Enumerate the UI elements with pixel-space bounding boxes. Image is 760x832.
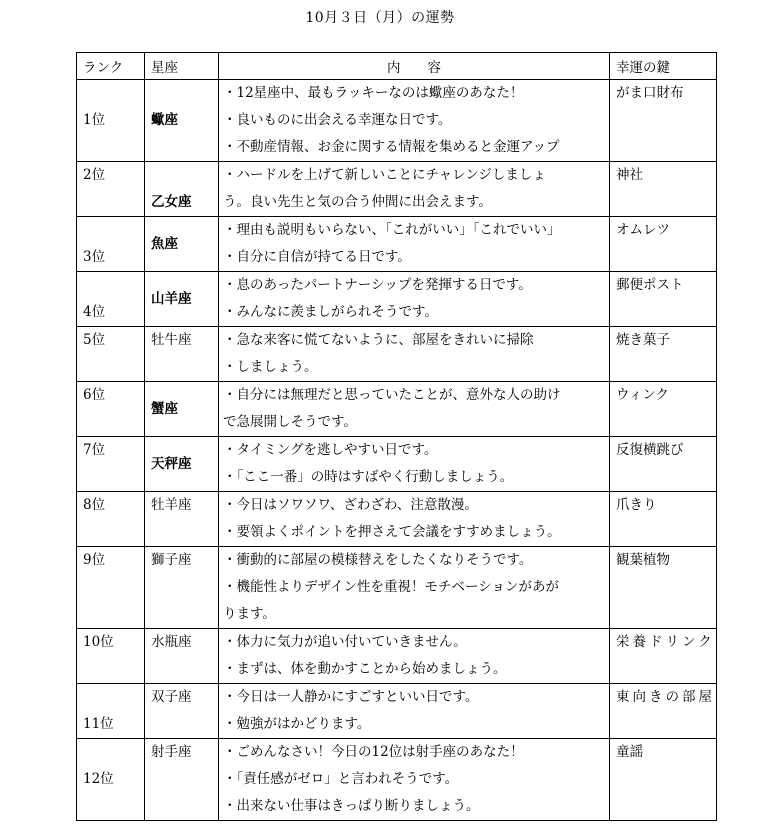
sign-cell: 牡牛座 xyxy=(151,332,192,348)
header-content: 内 容 xyxy=(219,53,610,80)
lucky-item-cell: 爪きり xyxy=(616,497,657,513)
lucky-item-cell: 郵便ポスト xyxy=(616,277,684,293)
table-row xyxy=(77,382,717,437)
lucky-item-cell: ウィンク xyxy=(616,387,669,403)
content-line: ・息のあったパートナーシップを発揮する日です。 xyxy=(223,277,532,293)
content-line: ・ごめんなさい！今日の12位は射手座のあなた！ xyxy=(223,744,524,760)
page-title: 10月３日（月）の運勢 xyxy=(305,10,455,26)
sign-cell: 牡羊座 xyxy=(151,497,192,513)
content-line: ・みんなに羨ましがられそうです。 xyxy=(223,304,438,320)
content-line: ・衝動的に部屋の模様替えをしたくなりそうです。 xyxy=(223,552,533,568)
content-line: ・自分には無理だと思っていたことが、意外な人の助け xyxy=(223,387,561,403)
sign-cell: 天秤座 xyxy=(151,455,192,472)
lucky-item-cell: 焼き菓子 xyxy=(616,332,670,348)
header-luck: 幸運の鍵 xyxy=(610,53,717,80)
content-line: ・「ここ一番」の時はすばやく行動しましょう。 xyxy=(223,469,514,485)
header-rank: ランク xyxy=(77,53,145,80)
sign-cell: 乙女座 xyxy=(151,194,192,210)
rank-cell: 1位 xyxy=(83,112,106,128)
sign-cell: 魚座 xyxy=(151,235,178,252)
table-row xyxy=(77,739,717,821)
rank-cell: 12位 xyxy=(83,771,114,787)
sign-cell: 水瓶座 xyxy=(151,634,192,650)
table-row xyxy=(77,272,717,327)
rank-cell: 5位 xyxy=(83,332,106,348)
rank-cell: 11位 xyxy=(83,716,114,732)
content-line: ・機能性よりデザイン性を重視！モチベーションがあが xyxy=(223,579,560,595)
table-row xyxy=(77,327,717,382)
lucky-item-cell: がま口財布 xyxy=(616,85,684,101)
lucky-item-cell: 童謡 xyxy=(616,744,643,760)
table-row xyxy=(77,629,717,684)
lucky-item-cell: 観葉植物 xyxy=(616,552,670,568)
lucky-item-cell: 反復横跳び xyxy=(616,442,684,458)
content-line: ・今日は一人静かにすごすといい日です。 xyxy=(223,689,479,705)
content-line: ・勉強がはかどります。 xyxy=(223,716,371,732)
lucky-item-cell: 神社 xyxy=(616,167,643,183)
table-row xyxy=(77,80,717,162)
content-line: ・理由も説明もいらない、「これがいい」「これでいい」 xyxy=(223,222,561,238)
content-line: ・自分に自信が持てる日です。 xyxy=(223,249,411,265)
header-sign: 星座 xyxy=(145,53,219,80)
rank-cell: 10位 xyxy=(83,634,114,650)
sign-cell: 双子座 xyxy=(151,689,192,705)
table-row xyxy=(77,162,717,217)
table-row xyxy=(77,547,717,629)
table-row xyxy=(77,492,717,547)
rank-cell: 4位 xyxy=(83,304,106,320)
lucky-item-cell: 栄養ドリンク xyxy=(616,634,715,650)
sign-cell: 山羊座 xyxy=(151,290,192,307)
content-line: ・良いものに出会える幸運な日です。 xyxy=(223,112,452,128)
sign-cell: 射手座 xyxy=(151,744,192,760)
content-line: で急展開しそうです。 xyxy=(223,414,357,430)
content-line: ・要領よくポイントを押さえて会議をすすめましょう。 xyxy=(223,524,561,540)
content-line: ・「責任感がゼロ」と言われそうです。 xyxy=(223,771,459,787)
sign-cell: 蠍座 xyxy=(151,112,178,128)
content-line: ・まずは、体を動かすことから始めましょう。 xyxy=(223,661,507,677)
horoscope-table xyxy=(76,52,717,821)
table-row xyxy=(77,217,717,272)
content-line: ・不動産情報、お金に関する情報を集めると金運アップ xyxy=(223,139,560,155)
rank-cell: 6位 xyxy=(83,387,106,403)
content-line: ・タイミングを逃しやすい日です。 xyxy=(223,442,438,458)
content-line: ・出来ない仕事はきっぱり断りましょう。 xyxy=(223,798,480,814)
content-line: ・ハードルを上げて新しいことにチャレンジしましょ xyxy=(223,167,546,183)
lucky-item-cell: オムレツ xyxy=(616,222,670,238)
rank-cell: 8位 xyxy=(83,497,106,513)
content-line: う。良い先生と気の合う仲間に出会えます。 xyxy=(223,194,492,210)
rank-cell: 7位 xyxy=(83,442,106,458)
lucky-item-cell: 東向きの部屋 xyxy=(616,689,715,705)
rank-cell: 2位 xyxy=(83,167,106,183)
content-line: ります。 xyxy=(223,606,276,622)
content-line: ・しましょう。 xyxy=(223,359,318,375)
header-row xyxy=(77,53,717,80)
rank-cell: 9位 xyxy=(83,552,106,568)
sign-cell: 獅子座 xyxy=(151,552,192,568)
content-line: ・体力に気力が追い付いていきません。 xyxy=(223,634,467,650)
rank-cell: 3位 xyxy=(83,249,106,265)
sign-cell: 蟹座 xyxy=(151,400,178,417)
content-line: ・今日はソワソワ、ざわざわ、注意散漫。 xyxy=(223,497,478,513)
table-row xyxy=(77,684,717,739)
content-line: ・急な来客に慌てないように、部屋をきれいに掃除 xyxy=(223,332,534,348)
content-line: ・12星座中、最もラッキーなのは蠍座のあなた！ xyxy=(223,85,524,101)
table-row xyxy=(77,437,717,492)
